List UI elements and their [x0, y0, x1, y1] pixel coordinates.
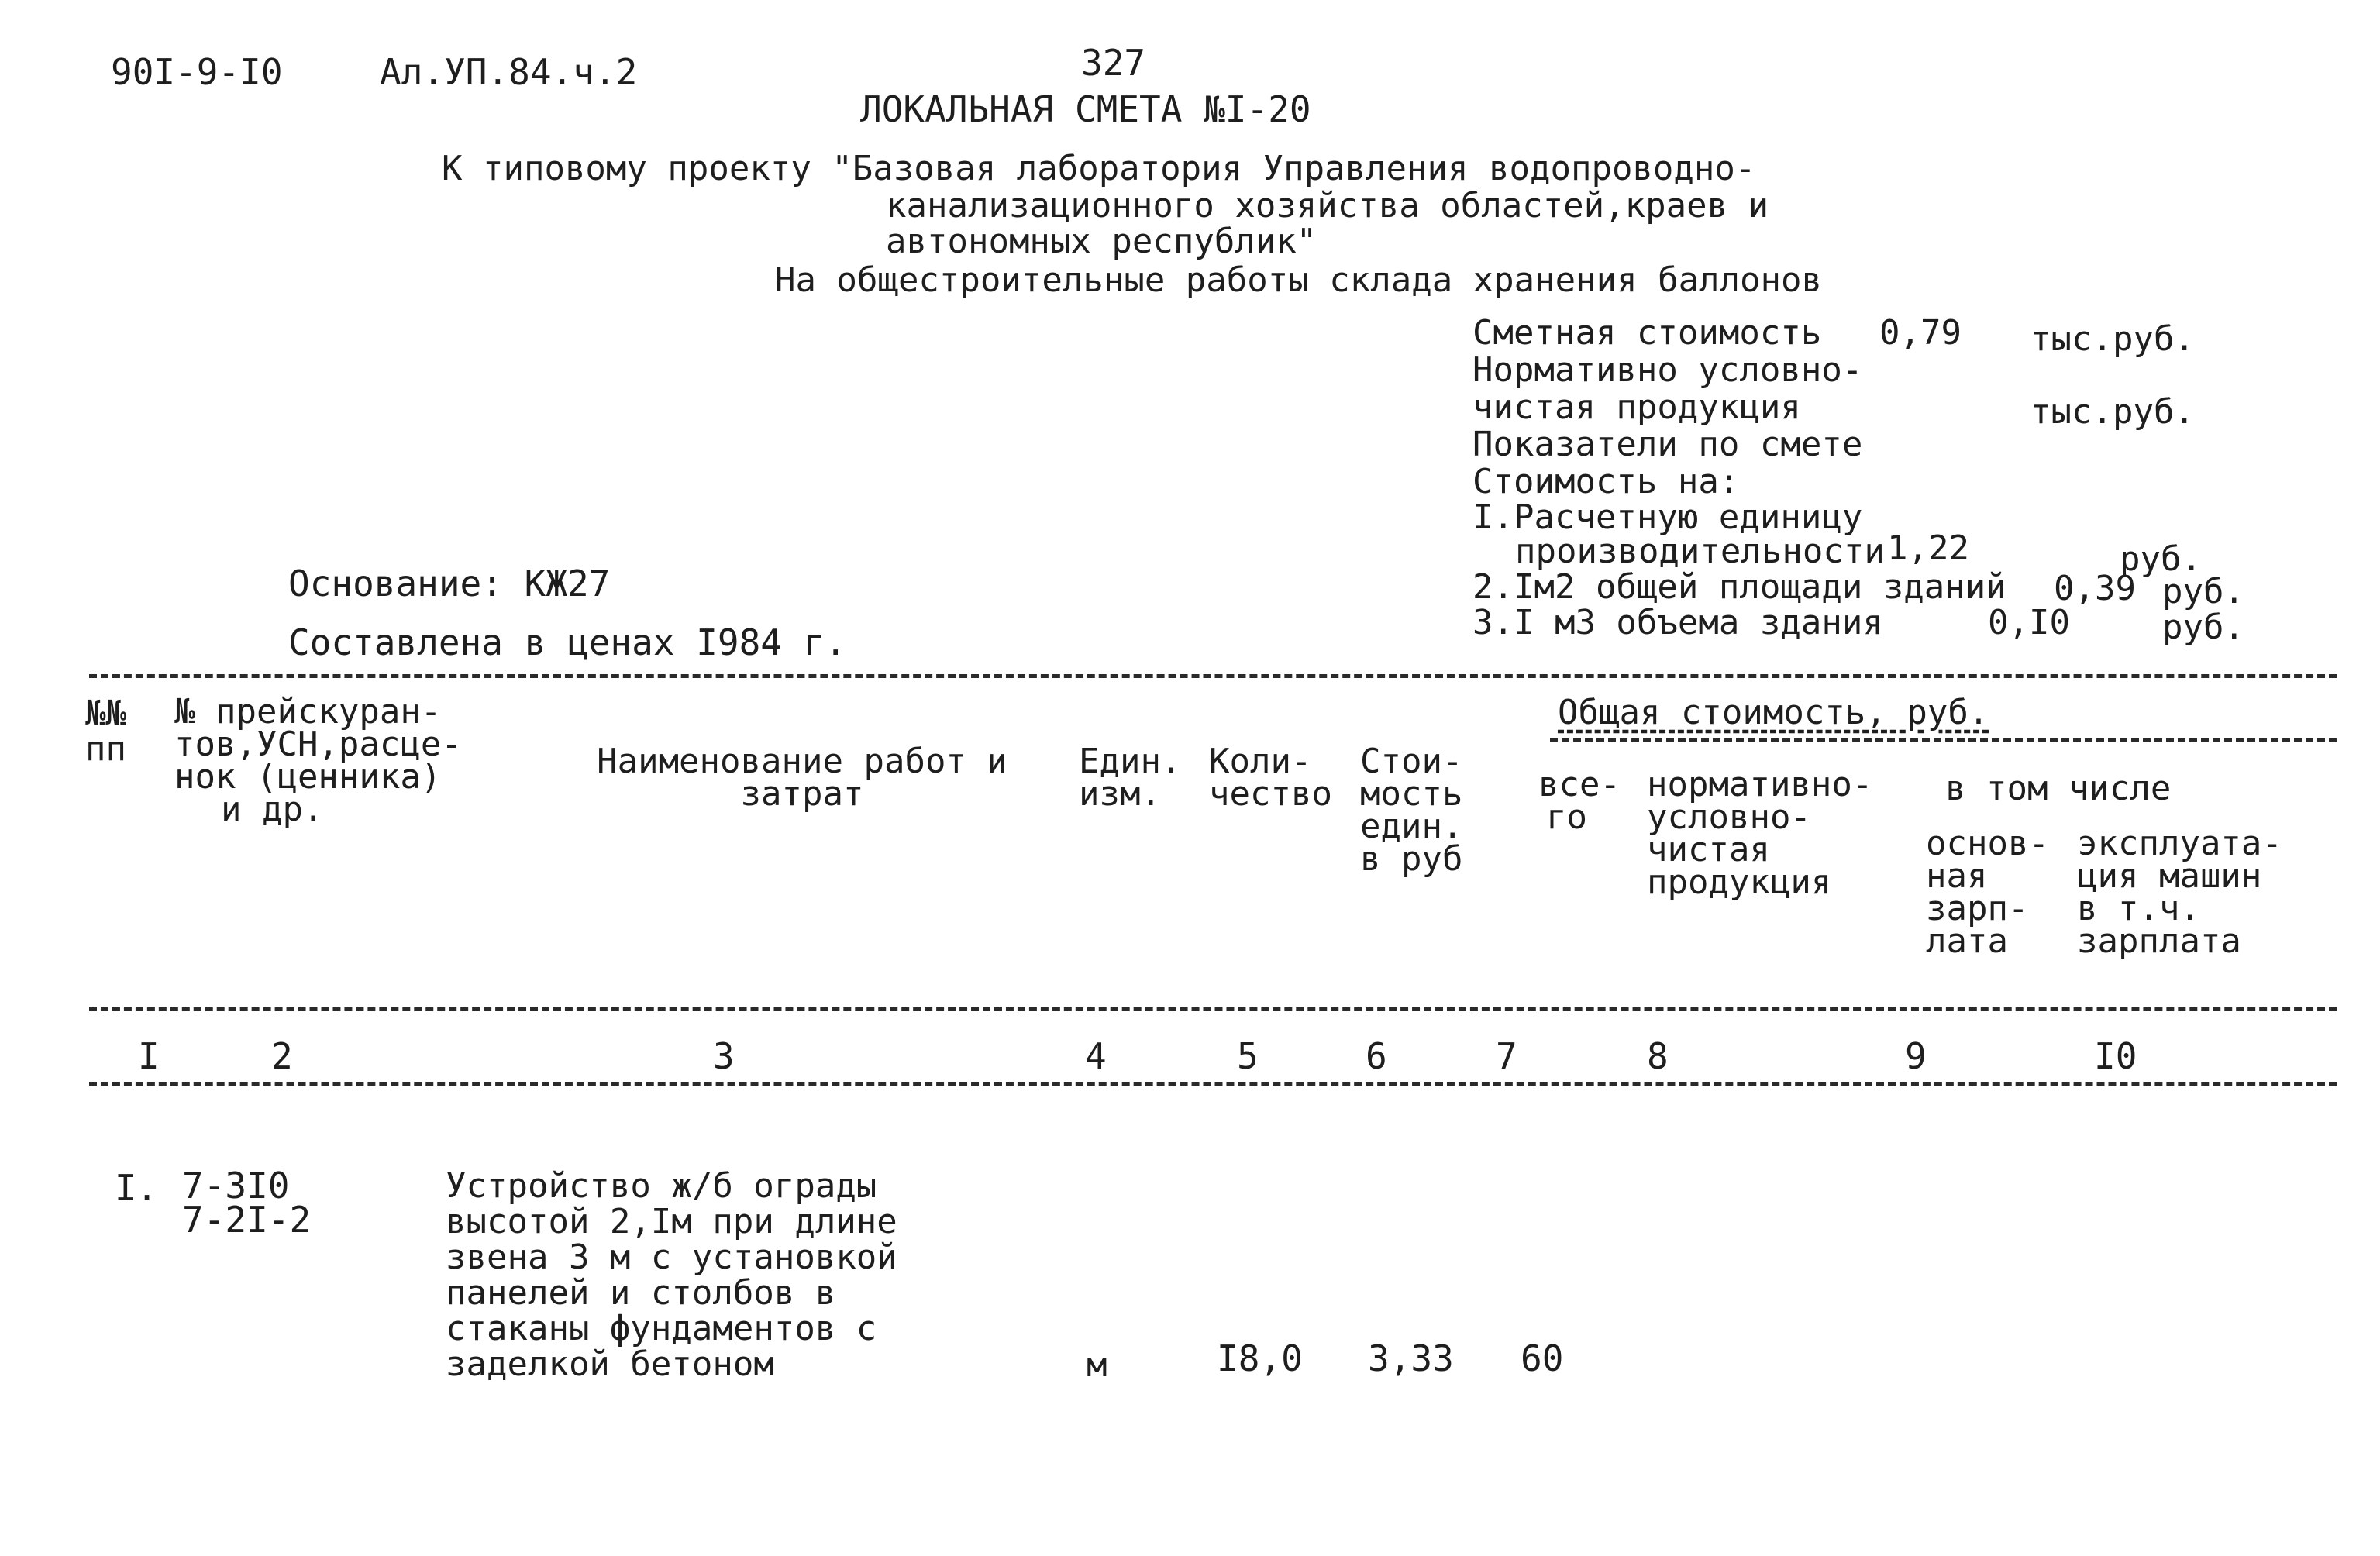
indicator-1-line-1: I.Расчетную единицу [1472, 497, 1863, 537]
cost-unit: тыс.руб. [2030, 319, 2195, 359]
normative-label-2: чистая продукция [1472, 387, 1801, 427]
project-line-3: автономных республик" [886, 222, 1317, 261]
indicator-1-value: 1,22 [1887, 528, 1969, 568]
normative-unit: тыс.руб. [2030, 392, 2195, 432]
cost-of-label: Стоимость на: [1472, 462, 1740, 501]
cost-label: Сметная стоимость [1472, 313, 1822, 353]
indicator-1-unit: руб. [2120, 539, 2202, 579]
basis-text: Основание: КЖ27 [288, 563, 611, 604]
work-line: На общестроительные работы склада хранения баллонов [775, 260, 1823, 300]
row-1-qty: I8,0 [1217, 1337, 1303, 1379]
col-header-including: в том числе [1945, 769, 2172, 808]
indicator-3-unit: руб. [2162, 608, 2244, 647]
row-1-price: 3,33 [1368, 1337, 1454, 1379]
table-rule-header-bottom [89, 1007, 2337, 1011]
table-rule-numbers-bottom [89, 1082, 2337, 1086]
col-header-machines: эксплуата- ция машин в т.ч. зарплата [2077, 824, 2282, 961]
col-header-name: Наименование работ и затрат [597, 742, 1007, 814]
indicator-3-label: 3.I м3 объема здания [1472, 603, 1883, 642]
indicator-1-line-2: производительности [1515, 532, 1885, 571]
indicator-2-value: 0,39 [2054, 569, 2136, 608]
row-1-num: I. [115, 1167, 158, 1209]
col-header-num: №№ пп [85, 694, 126, 769]
cost-value: 0,79 [1879, 313, 1962, 353]
col-number-4: 4 [1085, 1035, 1107, 1077]
project-line-2: канализационного хозяйства областей,краев и [886, 186, 1769, 225]
row-1-codes: 7-3I0 7-2I-2 [182, 1165, 312, 1241]
col-number-6: 6 [1366, 1035, 1387, 1077]
col-number-10: I0 [2094, 1035, 2137, 1077]
col-header-qty: Коли- чество [1209, 742, 1332, 814]
col-header-normative: нормативно- условно- чистая продукция [1647, 765, 1873, 902]
table-rule-top [89, 674, 2337, 678]
normative-label-1: Нормативно условно- [1472, 350, 1863, 390]
row-1-unit: м [1087, 1345, 1107, 1385]
col-number-7: 7 [1496, 1035, 1517, 1077]
col-number-3: 3 [713, 1035, 735, 1077]
row-1-total: 60 [1521, 1337, 1564, 1379]
prices-text: Составлена в ценах I984 г. [288, 621, 847, 663]
doc-code: 90I-9-I0 [111, 51, 283, 93]
project-line-1: К типовому проекту "Базовая лаборатория Управления водопроводно- [442, 149, 1756, 188]
col-number-1: I [138, 1035, 160, 1077]
page-title: ЛОКАЛЬНАЯ СМЕТА №I-20 [860, 88, 1311, 130]
album-ref: Ал.УП.84.ч.2 [380, 51, 638, 93]
col-number-5: 5 [1237, 1035, 1259, 1077]
col-header-codes: № прейскуран- тов,УСН,расце- нок (ценника) и др. [174, 692, 462, 829]
indicator-3-value: 0,I0 [1988, 603, 2070, 642]
col-header-total-all: все- го [1538, 765, 1621, 837]
indicator-2-label: 2.Iм2 общей площади зданий [1472, 567, 2006, 607]
col-header-unit: Един. изм. [1079, 742, 1182, 814]
col-number-2: 2 [271, 1035, 293, 1077]
col-number-8: 8 [1647, 1035, 1669, 1077]
table-rule-total [1550, 738, 2337, 742]
col-header-total: Общая стоимость, руб. [1558, 693, 1989, 732]
indicator-2-unit: руб. [2162, 572, 2244, 611]
col-header-salary: основ- ная зарп- лата [1926, 824, 2049, 961]
col-number-9: 9 [1905, 1035, 1927, 1077]
col-header-price: Стои- мость един. в руб [1360, 742, 1463, 879]
row-1-description: Устройство ж/б ограды высотой 2,Iм при длине звена 3 м с установкой панелей и столбов в стаканы фундаментов с заделкой бетоном [446, 1166, 897, 1384]
page-number: 327 [1081, 42, 1146, 84]
indicators-title: Показатели по смете [1472, 425, 1863, 464]
